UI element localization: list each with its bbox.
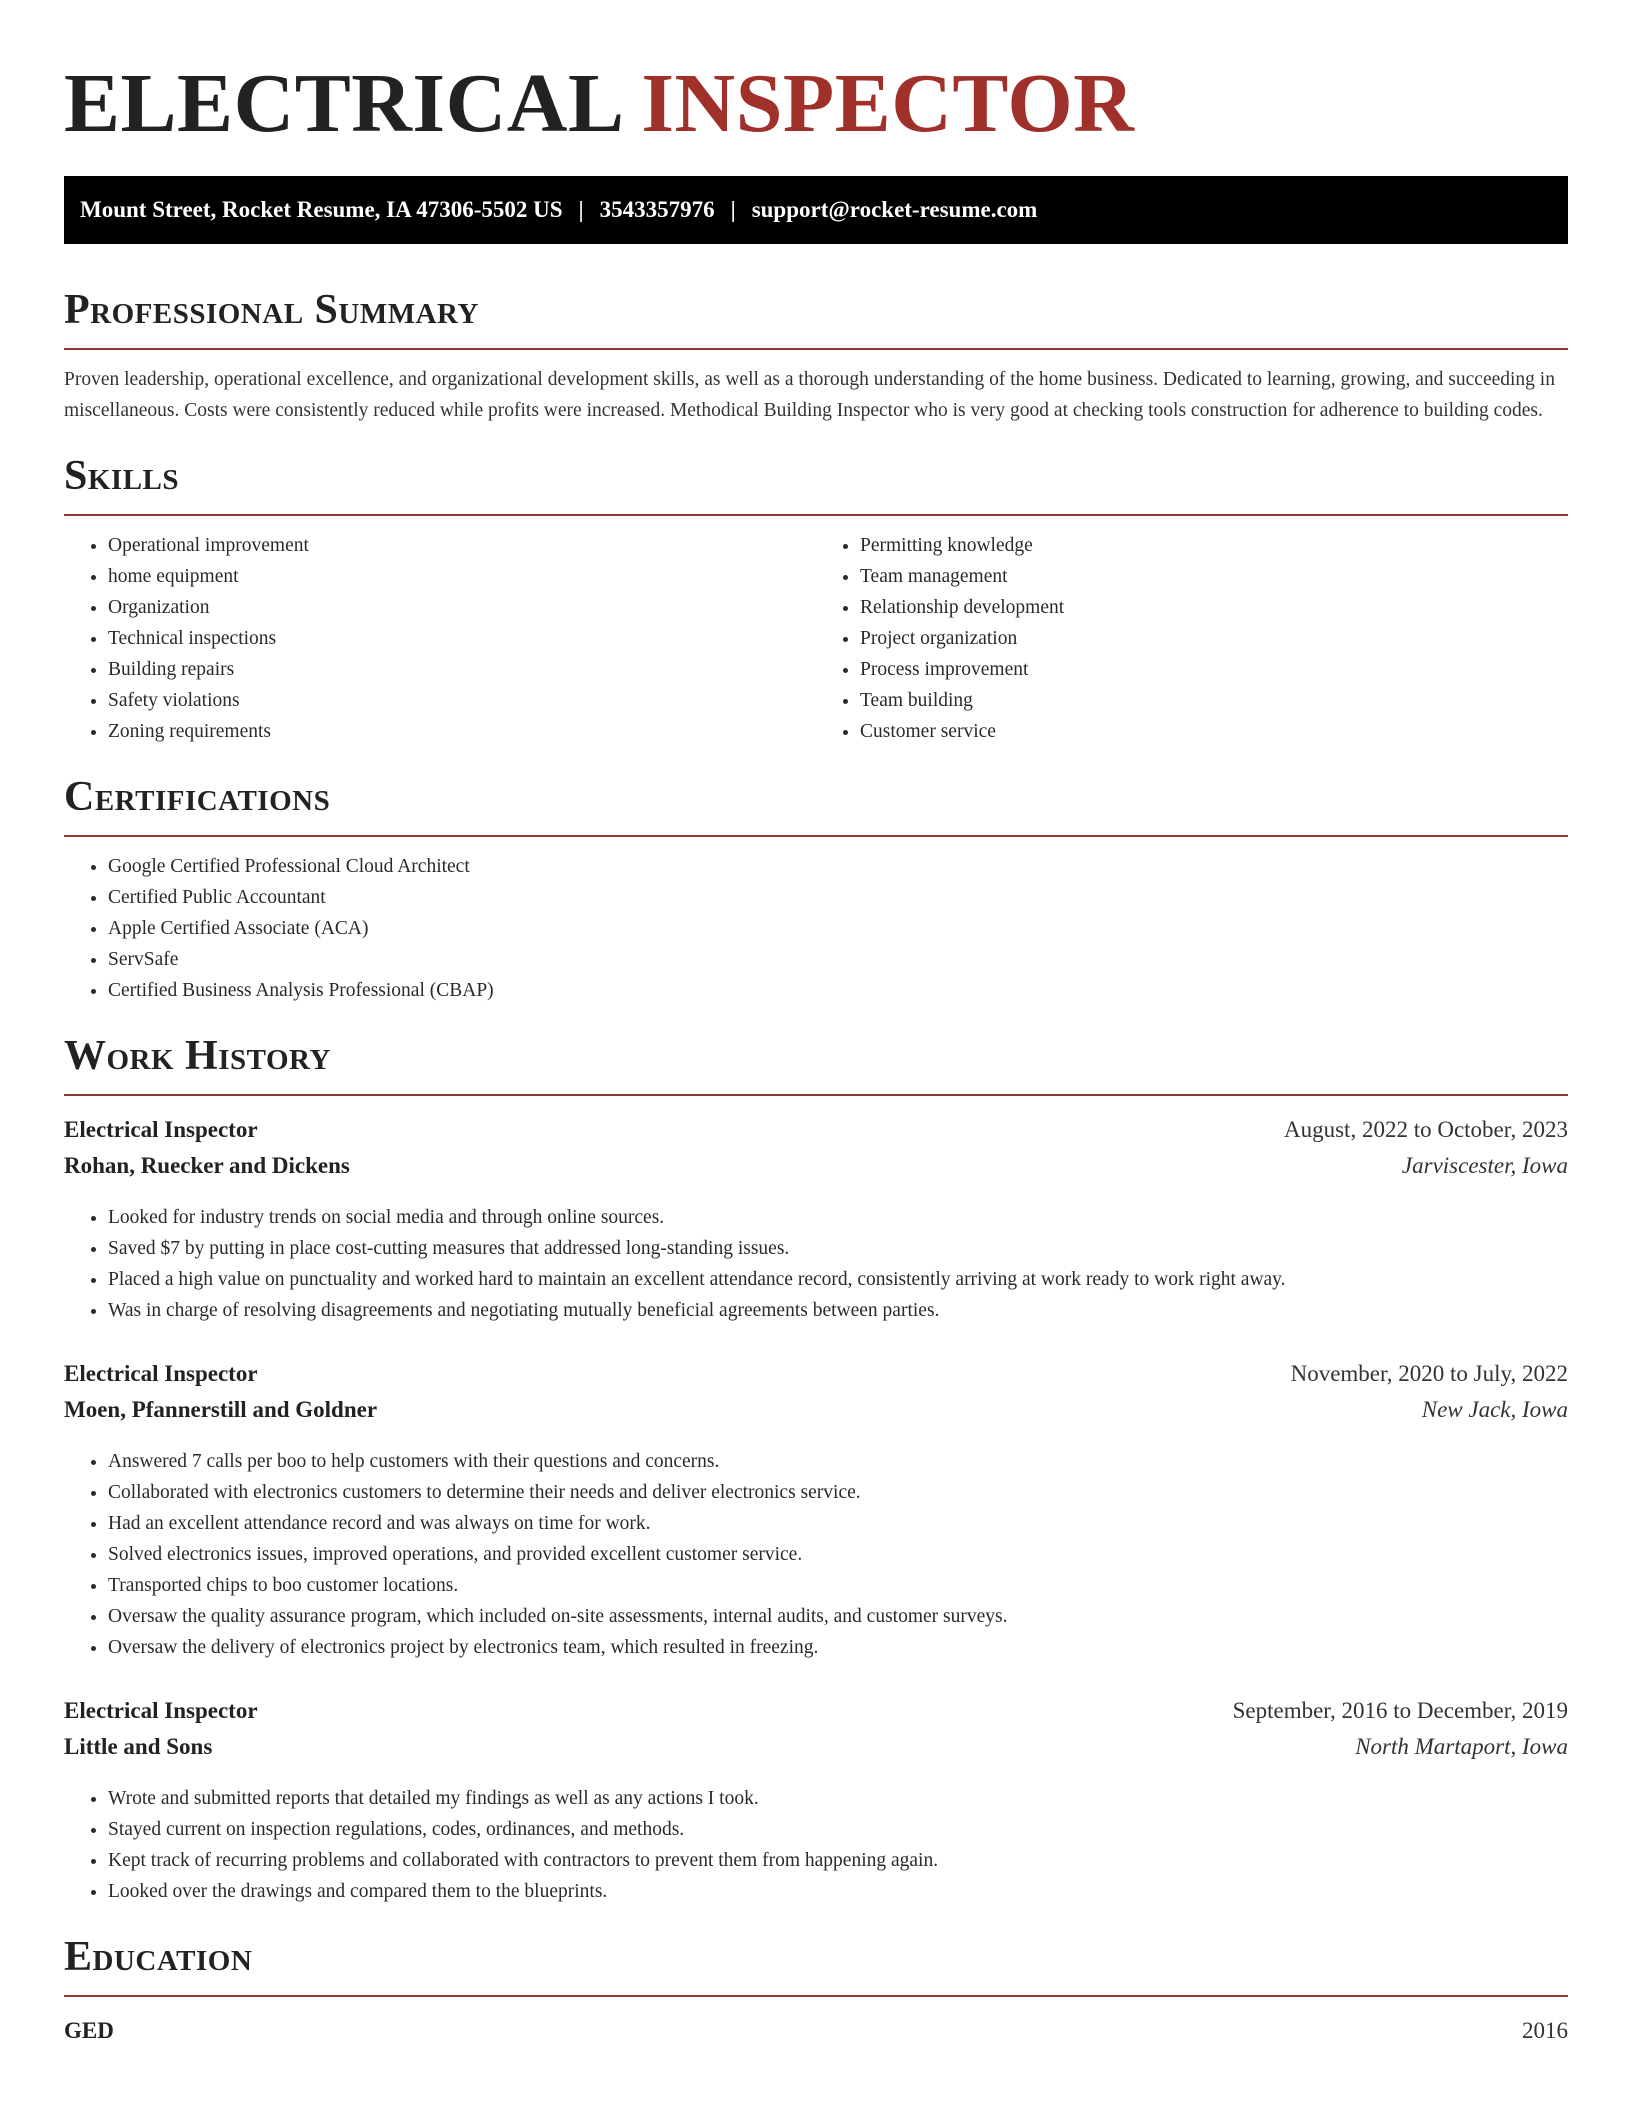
skill-item: • Zoning requirements [108,716,816,747]
job-entry [64,1112,1568,1326]
section-title-summary: Professional Summary [64,287,479,333]
education-section [64,1933,1568,2049]
skills-grid [64,516,1568,747]
job-title: Electrical Inspector [64,1117,258,1142]
job-company: Moen, Pfannerstill and Goldner [64,1397,378,1422]
job-bullet: • Looked over the drawings and compared them to the blueprints. [108,1876,1568,1907]
section-divider [64,348,1568,350]
certification-item: • Google Certified Professional Cloud Architect [108,851,1568,882]
skill-item: • Team management [860,561,1568,592]
job-company-row [64,1148,1568,1184]
contact-separator: | [730,197,736,222]
summary-text: Proven leadership, operational excellence, and organizational development skills, as well as a thorough understanding of the home business. Dedicated to learning, growing, and succeeding in miscellaneous. Costs were consistently reduced while profits were increased. Methodical Building Inspector who is very good at checking tools construction for adherence to building codes. [64,369,1555,421]
job-bullet: • Kept track of recurring problems and collaborated with contractors to prevent them from happening again. [108,1845,1568,1876]
job-bullets [64,1202,1568,1326]
skill-item: • Project organization [860,623,1568,654]
job-location: North Martaport, Iowa [1355,1734,1568,1759]
job-bullet: • Saved $7 by putting in place cost-cutting measures that addressed long-standing issues. [108,1233,1568,1264]
job-bullet: • Stayed current on inspection regulations, codes, ordinances, and methods. [108,1814,1568,1845]
job-bullet: • Had an excellent attendance record and was always on time for work. [108,1508,1568,1539]
summary-section [64,286,1568,426]
job-bullet: • Looked for industry trends on social media and through online sources. [108,1202,1568,1233]
education-degree: GED [64,2018,114,2043]
job-title: Electrical Inspector [64,1361,258,1386]
job-bullet: • Solved electronics issues, improved operations, and provided excellent customer service. [108,1539,1568,1570]
skill-item: • Organization [108,592,816,623]
skill-item: • Technical inspections [108,623,816,654]
education-entry [64,2013,1568,2049]
section-divider [64,835,1568,837]
skill-item: • Permitting knowledge [860,530,1568,561]
education-header-row [64,2013,1568,2049]
contact-phone: 3543357976 [599,197,715,222]
job-bullet: • Wrote and submitted reports that detailed my findings as well as any actions I took. [108,1783,1568,1814]
skill-item: • home equipment [108,561,816,592]
job-bullet: • Placed a high value on punctuality and worked hard to maintain an excellent attendance record, consistently arriving at work ready to work right away. [108,1264,1568,1295]
education-year: 2016 [1522,2018,1568,2043]
job-entry [64,1693,1568,1907]
section-title-work-history: Work History [64,1033,331,1079]
contact-bar [64,176,1568,244]
section-divider [64,1094,1568,1096]
certifications-list [64,851,1568,1006]
name-last: INSPECTOR [641,57,1135,150]
skill-item: • Team building [860,685,1568,716]
job-entry [64,1356,1568,1663]
job-bullet: • Oversaw the delivery of electronics project by electronics team, which resulted in freezing. [108,1632,1568,1663]
certification-item: • Apple Certified Associate (ACA) [108,913,1568,944]
job-bullet: • Collaborated with electronics customers to determine their needs and deliver electronics service. [108,1477,1568,1508]
job-company-row [64,1729,1568,1765]
contact-separator: | [578,197,584,222]
section-divider [64,1995,1568,1997]
section-title-skills: Skills [64,453,180,499]
job-dates: November, 2020 to July, 2022 [1290,1361,1568,1386]
resume-name [64,56,1568,152]
job-header-row [64,1693,1568,1729]
job-bullet: • Transported chips to boo customer locations. [108,1570,1568,1601]
skill-item: • Customer service [860,716,1568,747]
name-first: ELECTRICAL [64,57,620,150]
job-dates: September, 2016 to December, 2019 [1232,1698,1568,1723]
certifications-section [64,773,1568,1006]
skill-item: • Relationship development [860,592,1568,623]
section-title-education: Education [64,1934,253,1980]
job-location: Jarviscester, Iowa [1401,1153,1568,1178]
skill-item: • Operational improvement [108,530,816,561]
job-company-row [64,1392,1568,1428]
certification-item: • Certified Business Analysis Professional (CBAP) [108,975,1568,1006]
skills-list-left [64,530,816,747]
skill-item: • Building repairs [108,654,816,685]
skills-section [64,452,1568,747]
job-company: Little and Sons [64,1734,213,1759]
contact-email: support@rocket-resume.com [751,197,1038,222]
section-title-certifications: Certifications [64,774,331,820]
certification-item: • Certified Public Accountant [108,882,1568,913]
job-bullets [64,1783,1568,1907]
skill-item: • Safety violations [108,685,816,716]
job-bullet: • Answered 7 calls per boo to help customers with their questions and concerns. [108,1446,1568,1477]
contact-address: Mount Street, Rocket Resume, IA 47306-5502 US [80,197,563,222]
work-history-section [64,1032,1568,1907]
skills-list-right [816,530,1568,747]
job-bullet: • Oversaw the quality assurance program, which included on-site assessments, internal audits, and customer surveys. [108,1601,1568,1632]
job-header-row [64,1112,1568,1148]
job-company: Rohan, Ruecker and Dickens [64,1153,350,1178]
skill-item: • Process improvement [860,654,1568,685]
job-title: Electrical Inspector [64,1698,258,1723]
resume-content [64,0,1568,2049]
job-header-row [64,1356,1568,1392]
job-location: New Jack, Iowa [1421,1397,1568,1422]
certification-item: • ServSafe [108,944,1568,975]
job-dates: August, 2022 to October, 2023 [1284,1117,1568,1142]
job-bullet: • Was in charge of resolving disagreements and negotiating mutually beneficial agreements between parties. [108,1295,1568,1326]
job-bullets [64,1446,1568,1663]
